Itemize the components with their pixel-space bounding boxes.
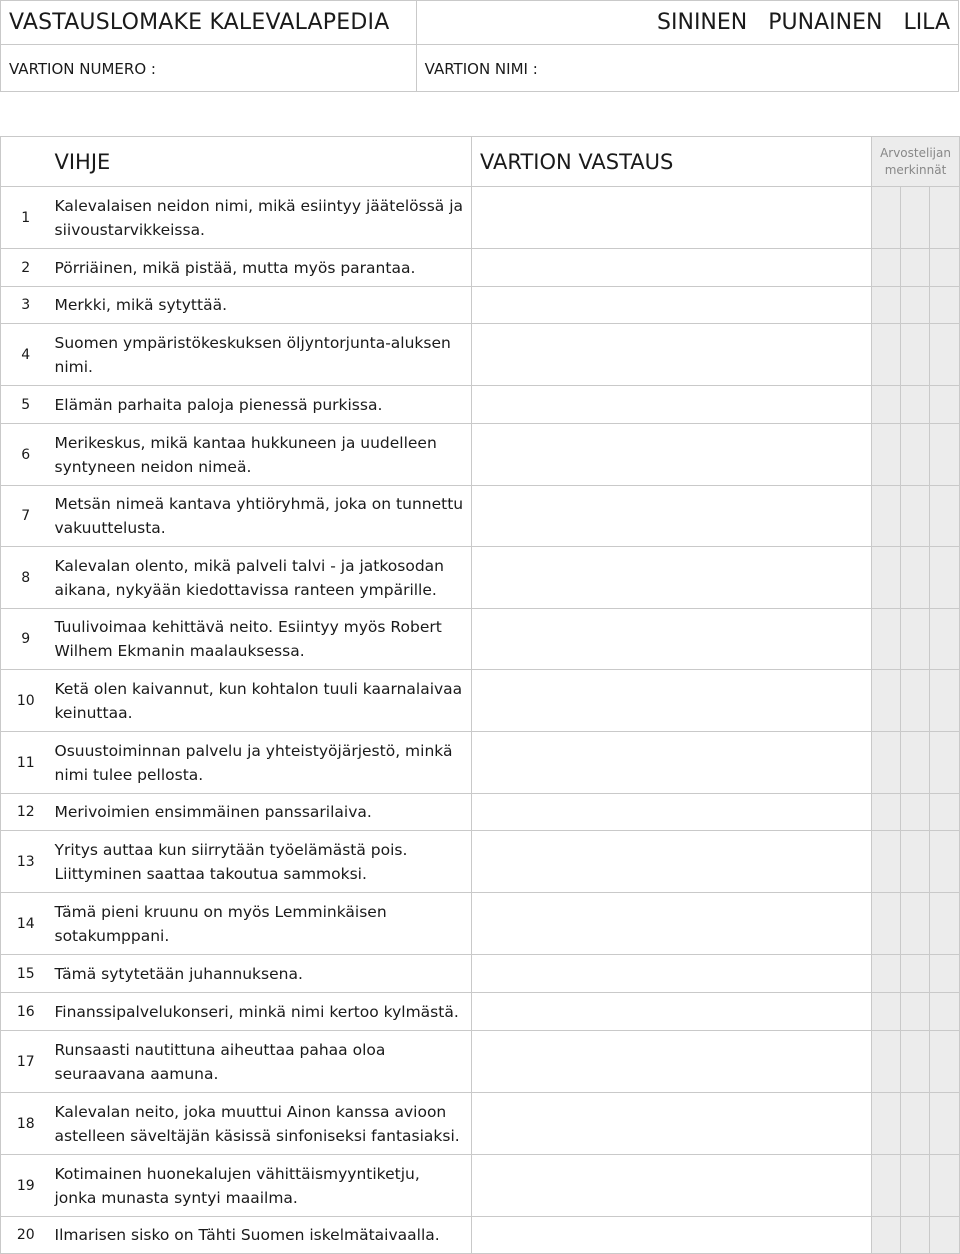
answer-field[interactable] bbox=[472, 249, 872, 287]
table-row bbox=[1, 670, 960, 732]
team-name-field[interactable] bbox=[416, 45, 958, 92]
grader-mark-cell[interactable] bbox=[872, 424, 901, 486]
table-row bbox=[1, 955, 960, 993]
grader-mark-cell[interactable] bbox=[901, 794, 930, 831]
clue-text: Yritys auttaa kun siirrytään työelämästä pois. Liittyminen saattaa takoutua sammoksi. bbox=[51, 831, 472, 893]
clue-text: Tämä pieni kruunu on myös Lemminkäisen sotakumppani. bbox=[51, 893, 472, 955]
grader-mark-cell[interactable] bbox=[901, 831, 930, 893]
form-header bbox=[0, 0, 959, 92]
answer-field[interactable] bbox=[472, 1093, 872, 1155]
table-row bbox=[1, 486, 960, 547]
grader-mark-cell[interactable] bbox=[872, 547, 901, 609]
grader-mark-cell[interactable] bbox=[930, 287, 960, 324]
row-number: 14 bbox=[1, 893, 51, 955]
answer-field[interactable] bbox=[472, 732, 872, 794]
answer-field[interactable] bbox=[472, 547, 872, 609]
table-header-row bbox=[1, 137, 960, 187]
clue-text: Merivoimien ensimmäinen panssarilaiva. bbox=[51, 794, 472, 831]
answer-field[interactable] bbox=[472, 187, 872, 249]
grader-mark-cell[interactable] bbox=[901, 732, 930, 794]
grader-mark-cell[interactable] bbox=[901, 1155, 930, 1217]
clue-text: Suomen ympäristökeskuksen öljyntorjunta-aluksen nimi. bbox=[51, 324, 472, 386]
grader-mark-cell[interactable] bbox=[901, 670, 930, 732]
table-row bbox=[1, 609, 960, 670]
clue-text: Finanssipalvelukonseri, minkä nimi kertoo kylmästä. bbox=[51, 993, 472, 1031]
row-number: 8 bbox=[1, 547, 51, 609]
row-number: 20 bbox=[1, 1217, 51, 1254]
number-header bbox=[1, 137, 51, 187]
grader-mark-cell[interactable] bbox=[872, 1031, 901, 1093]
table-row bbox=[1, 249, 960, 287]
row-number: 12 bbox=[1, 794, 51, 831]
row-number: 15 bbox=[1, 955, 51, 993]
grader-mark-cell[interactable] bbox=[872, 287, 901, 324]
row-number: 18 bbox=[1, 1093, 51, 1155]
grader-mark-cell[interactable] bbox=[872, 794, 901, 831]
clue-text: Tuulivoimaa kehittävä neito. Esiintyy myös Robert Wilhem Ekmanin maalauksessa. bbox=[51, 609, 472, 670]
row-number: 9 bbox=[1, 609, 51, 670]
answer-field[interactable] bbox=[472, 893, 872, 955]
answer-field[interactable] bbox=[472, 993, 872, 1031]
table-row bbox=[1, 1031, 960, 1093]
clue-text: Merkki, mikä sytyttää. bbox=[51, 287, 472, 324]
grader-mark-cell[interactable] bbox=[930, 794, 960, 831]
grader-mark-cell[interactable] bbox=[930, 1155, 960, 1217]
answer-field[interactable] bbox=[472, 386, 872, 424]
grader-mark-cell[interactable] bbox=[872, 670, 901, 732]
grader-mark-cell[interactable] bbox=[872, 386, 901, 424]
grader-mark-cell[interactable] bbox=[930, 1093, 960, 1155]
grader-mark-cell[interactable] bbox=[930, 324, 960, 386]
grader-header: Arvostelijan merkinnät bbox=[872, 137, 960, 187]
answer-field[interactable] bbox=[472, 794, 872, 831]
answer-header: VARTION VASTAUS bbox=[472, 137, 872, 187]
grader-mark-cell[interactable] bbox=[901, 287, 930, 324]
table-row bbox=[1, 386, 960, 424]
grader-mark-cell[interactable] bbox=[901, 1093, 930, 1155]
grader-mark-cell[interactable] bbox=[901, 249, 930, 287]
grader-mark-cell[interactable] bbox=[901, 893, 930, 955]
clue-text: Kalevalaisen neidon nimi, mikä esiintyy jäätelössä ja siivoustarvikkeissa. bbox=[51, 187, 472, 249]
grader-mark-cell[interactable] bbox=[901, 609, 930, 670]
row-number: 19 bbox=[1, 1155, 51, 1217]
form-title-cell bbox=[1, 1, 417, 45]
grader-mark-cell[interactable] bbox=[901, 993, 930, 1031]
answer-table bbox=[0, 136, 960, 1254]
table-row bbox=[1, 794, 960, 831]
answer-field[interactable] bbox=[472, 955, 872, 993]
answer-field[interactable] bbox=[472, 670, 872, 732]
row-number: 2 bbox=[1, 249, 51, 287]
table-row bbox=[1, 187, 960, 249]
clue-text: Osuustoiminnan palvelu ja yhteistyöjärjestö, minkä nimi tulee pellosta. bbox=[51, 732, 472, 794]
grader-mark-cell[interactable] bbox=[901, 955, 930, 993]
grader-mark-cell[interactable] bbox=[872, 955, 901, 993]
grader-mark-cell[interactable] bbox=[901, 424, 930, 486]
grader-mark-cell[interactable] bbox=[872, 324, 901, 386]
grader-mark-cell[interactable] bbox=[930, 386, 960, 424]
table-row bbox=[1, 1093, 960, 1155]
answer-field[interactable] bbox=[472, 1031, 872, 1093]
color-option-blue[interactable]: SININEN bbox=[657, 10, 748, 35]
clue-text: Kotimainen huonekalujen vähittäismyyntiketju, jonka munasta syntyi maailma. bbox=[51, 1155, 472, 1217]
grader-mark-cell[interactable] bbox=[872, 486, 901, 547]
row-number: 16 bbox=[1, 993, 51, 1031]
grader-mark-cell[interactable] bbox=[930, 249, 960, 287]
table-row bbox=[1, 893, 960, 955]
clue-text: Ilmarisen sisko on Tähti Suomen iskelmätaivaalla. bbox=[51, 1217, 472, 1254]
color-option-purple[interactable]: LILA bbox=[903, 10, 950, 35]
grader-mark-cell[interactable] bbox=[901, 386, 930, 424]
row-number: 17 bbox=[1, 1031, 51, 1093]
grader-mark-cell[interactable] bbox=[872, 1155, 901, 1217]
grader-mark-cell[interactable] bbox=[930, 609, 960, 670]
answer-field[interactable] bbox=[472, 1155, 872, 1217]
row-number: 3 bbox=[1, 287, 51, 324]
clue-text: Tämä sytytetään juhannuksena. bbox=[51, 955, 472, 993]
answer-field[interactable] bbox=[472, 831, 872, 893]
team-number-label: VARTION NUMERO : bbox=[9, 59, 156, 78]
clue-text: Merikeskus, mikä kantaa hukkuneen ja uudelleen syntyneen neidon nimeä. bbox=[51, 424, 472, 486]
form-title: VASTAUSLOMAKE KALEVALAPEDIA bbox=[9, 10, 390, 35]
grader-mark-cell[interactable] bbox=[930, 486, 960, 547]
row-number: 1 bbox=[1, 187, 51, 249]
grader-mark-cell[interactable] bbox=[901, 1031, 930, 1093]
grader-mark-cell[interactable] bbox=[872, 187, 901, 249]
grader-mark-cell[interactable] bbox=[930, 670, 960, 732]
table-row bbox=[1, 424, 960, 486]
grader-mark-cell[interactable] bbox=[872, 993, 901, 1031]
grader-mark-cell[interactable] bbox=[930, 893, 960, 955]
clue-text: Ketä olen kaivannut, kun kohtalon tuuli kaarnalaivaa keinuttaa. bbox=[51, 670, 472, 732]
answer-field[interactable] bbox=[472, 324, 872, 386]
table-row bbox=[1, 993, 960, 1031]
grader-mark-cell[interactable] bbox=[930, 955, 960, 993]
row-number: 5 bbox=[1, 386, 51, 424]
row-number: 6 bbox=[1, 424, 51, 486]
answer-field[interactable] bbox=[472, 609, 872, 670]
grader-mark-cell[interactable] bbox=[930, 993, 960, 1031]
clue-text: Kalevalan neito, joka muuttui Ainon kanssa avioon astelleen säveltäjän käsissä sinfoniseksi fantasiaksi. bbox=[51, 1093, 472, 1155]
grader-mark-cell[interactable] bbox=[930, 732, 960, 794]
row-number: 7 bbox=[1, 486, 51, 547]
row-number: 11 bbox=[1, 732, 51, 794]
table-row bbox=[1, 547, 960, 609]
grader-mark-cell[interactable] bbox=[901, 486, 930, 547]
answer-field[interactable] bbox=[472, 424, 872, 486]
clue-text: Metsän nimeä kantava yhtiöryhmä, joka on tunnettu vakuuttelusta. bbox=[51, 486, 472, 547]
grader-mark-cell[interactable] bbox=[872, 249, 901, 287]
clue-text: Elämän parhaita paloja pienessä purkissa. bbox=[51, 386, 472, 424]
clue-text: Pörriäinen, mikä pistää, mutta myös parantaa. bbox=[51, 249, 472, 287]
table-row bbox=[1, 324, 960, 386]
row-number: 10 bbox=[1, 670, 51, 732]
grader-mark-cell[interactable] bbox=[930, 187, 960, 249]
clue-header: VIHJE bbox=[51, 137, 472, 187]
team-number-field[interactable] bbox=[1, 45, 417, 92]
grader-mark-cell[interactable] bbox=[872, 732, 901, 794]
row-number: 13 bbox=[1, 831, 51, 893]
grader-mark-cell[interactable] bbox=[872, 893, 901, 955]
color-option-red[interactable]: PUNAINEN bbox=[768, 10, 883, 35]
grader-mark-cell[interactable] bbox=[872, 609, 901, 670]
grader-mark-cell[interactable] bbox=[872, 1093, 901, 1155]
table-row bbox=[1, 732, 960, 794]
grader-mark-cell[interactable] bbox=[872, 831, 901, 893]
table-row bbox=[1, 831, 960, 893]
table-row bbox=[1, 1155, 960, 1217]
answer-field[interactable] bbox=[472, 486, 872, 547]
row-number: 4 bbox=[1, 324, 51, 386]
clue-text: Kalevalan olento, mikä palveli talvi - ja jatkosodan aikana, nykyään kiedottavissa ranteen ympärille. bbox=[51, 547, 472, 609]
grader-mark-cell[interactable] bbox=[930, 1031, 960, 1093]
clue-text: Runsaasti nautittuna aiheuttaa pahaa oloa seuraavana aamuna. bbox=[51, 1031, 472, 1093]
grader-mark-cell[interactable] bbox=[901, 187, 930, 249]
answer-field[interactable] bbox=[472, 287, 872, 324]
color-options bbox=[416, 1, 958, 45]
grader-mark-cell[interactable] bbox=[930, 424, 960, 486]
grader-mark-cell[interactable] bbox=[901, 324, 930, 386]
grader-mark-cell[interactable] bbox=[930, 547, 960, 609]
team-name-label: VARTION NIMI : bbox=[424, 59, 538, 78]
table-row bbox=[1, 287, 960, 324]
grader-mark-cell[interactable] bbox=[930, 831, 960, 893]
grader-mark-cell[interactable] bbox=[901, 547, 930, 609]
